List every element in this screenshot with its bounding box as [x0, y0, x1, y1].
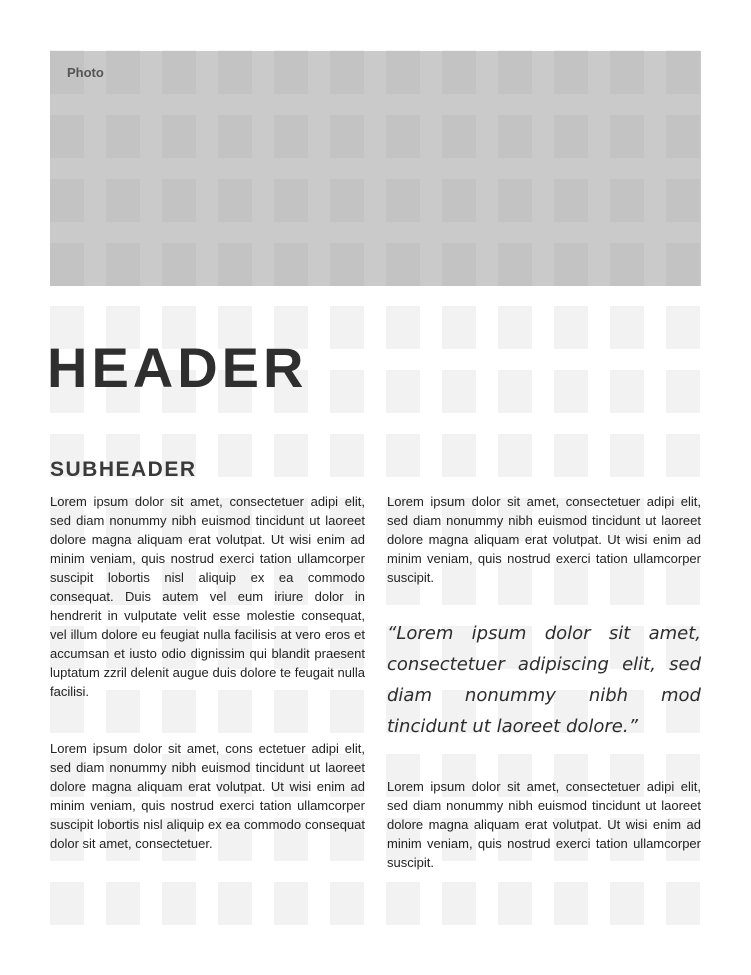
- grid-cell: [498, 306, 532, 349]
- photo-grid-cell: [106, 115, 140, 158]
- photo-grid-cell: [330, 51, 364, 94]
- grid-cell: [498, 370, 532, 413]
- grid-cell: [610, 306, 644, 349]
- photo-grid-cell: [442, 115, 476, 158]
- right-paragraph-1: Lorem ipsum dolor sit amet, consectetuer adipi elit, sed diam nonummy nibh euismod tincidunt ut laoreet dolore magna aliquam erat volutpat. Ut wisi enim ad minim veniam, quis nostrud exerci tation ullamcorper suscipit.: [387, 494, 701, 585]
- photo-grid-cell: [218, 115, 252, 158]
- photo-grid-cell: [554, 243, 588, 286]
- photo-grid-cell: [610, 243, 644, 286]
- photo-grid-cell: [50, 179, 84, 222]
- photo-grid-cell: [554, 51, 588, 94]
- grid-cell: [386, 882, 420, 925]
- photo-grid-cell: [386, 179, 420, 222]
- grid-cell: [554, 882, 588, 925]
- left-paragraph-2: Lorem ipsum dolor sit amet, cons ectetuer adipi elit, sed diam nonummy nibh euismod tincidunt ut laoreet dolore magna aliquam erat volutpat. Ut wisi enim ad minim veniam, quis nostrud exerci tation ullamcorper suscipit lobortis nisl aliquip ex ea commodo consequat dolor sit amet, consectetuer.: [50, 741, 365, 851]
- photo-grid-cell: [442, 179, 476, 222]
- photo-grid-cell: [386, 243, 420, 286]
- pull-quote: “Lorem ipsum dolor sit amet, consectetuer adipiscing elit, sed diam nonummy nibh mod tincidunt ut laoreet dolore.”: [387, 623, 701, 736]
- photo-grid-cell: [442, 51, 476, 94]
- photo-grid-cell: [386, 115, 420, 158]
- grid-cell: [330, 306, 364, 349]
- grid-cell: [498, 882, 532, 925]
- photo-placeholder: [50, 51, 701, 286]
- grid-cell: [330, 434, 364, 477]
- grid-cell: [666, 882, 700, 925]
- photo-grid-cell: [498, 51, 532, 94]
- photo-grid-cell: [498, 179, 532, 222]
- photo-label: Photo: [67, 65, 104, 80]
- left-paragraph-1: Lorem ipsum dolor sit amet, consectetuer adipi elit, sed diam nonummy nibh euismod tincidunt ut laoreet dolore magna aliquam erat volutpat. Ut wisi enim ad minim veniam, quis nostrud exerci tation ullamcorper suscipit lobortis nisl aliquip ex ea commodo consequat. Duis autem vel eum iriure dolor in hendrerit in vulputate velit esse molestie consequat, vel illum dolore eu feugiat nulla facilisis at vero eros et accumsan et iusto odio dignissim qui blandit praesent luptatum zzril delenit augue duis dolore te feugait nulla facilisi.: [50, 494, 365, 699]
- photo-grid-cell: [330, 243, 364, 286]
- grid-cell: [218, 434, 252, 477]
- grid-cell: [666, 370, 700, 413]
- photo-grid-cell: [162, 179, 196, 222]
- grid-cell: [386, 434, 420, 477]
- grid-cell: [330, 882, 364, 925]
- photo-grid-cell: [554, 115, 588, 158]
- photo-grid-cell: [610, 179, 644, 222]
- grid-cell: [386, 306, 420, 349]
- grid-cell: [498, 434, 532, 477]
- grid-cell: [610, 434, 644, 477]
- grid-cell: [554, 306, 588, 349]
- grid-cell: [50, 882, 84, 925]
- grid-cell: [442, 370, 476, 413]
- grid-cell: [442, 434, 476, 477]
- grid-cell: [218, 882, 252, 925]
- grid-cell: [274, 882, 308, 925]
- grid-cell: [162, 882, 196, 925]
- photo-grid-cell: [106, 243, 140, 286]
- photo-grid-cell: [50, 115, 84, 158]
- photo-grid-cell: [610, 51, 644, 94]
- grid-cell: [554, 370, 588, 413]
- photo-grid-cell: [666, 179, 700, 222]
- photo-grid-cell: [330, 115, 364, 158]
- photo-grid-cell: [162, 51, 196, 94]
- photo-grid-cell: [386, 51, 420, 94]
- grid-cell: [442, 306, 476, 349]
- grid-cell: [386, 370, 420, 413]
- photo-grid-cell: [106, 51, 140, 94]
- photo-grid-cell: [274, 51, 308, 94]
- photo-grid-cell: [498, 115, 532, 158]
- photo-grid-cell: [666, 51, 700, 94]
- grid-cell: [274, 434, 308, 477]
- photo-grid-cell: [554, 179, 588, 222]
- photo-grid-cell: [330, 179, 364, 222]
- photo-grid-cell: [274, 115, 308, 158]
- right-paragraph-2: Lorem ipsum dolor sit amet, consectetuer adipi elit, sed diam nonummy nibh euismod tincidunt ut laoreet dolore magna aliquam erat volutpat. Ut wisi enim ad minim veniam, quis nostrud exerci tation ullamcorper suscipit.: [387, 779, 701, 870]
- page-subheader: SUBHEADER: [50, 458, 197, 481]
- photo-grid-cell: [50, 243, 84, 286]
- photo-grid-cell: [218, 51, 252, 94]
- photo-grid-cell: [106, 179, 140, 222]
- photo-grid-cell: [666, 115, 700, 158]
- photo-grid-cell: [162, 115, 196, 158]
- grid-cell: [106, 882, 140, 925]
- grid-cell: [666, 434, 700, 477]
- photo-grid-cell: [274, 243, 308, 286]
- grid-cell: [610, 370, 644, 413]
- page-header: HEADER: [47, 336, 308, 399]
- photo-grid-cell: [218, 243, 252, 286]
- photo-grid-cell: [274, 179, 308, 222]
- photo-grid-cell: [442, 243, 476, 286]
- photo-grid-cell: [218, 179, 252, 222]
- grid-cell: [610, 882, 644, 925]
- grid-cell: [330, 370, 364, 413]
- grid-cell: [666, 306, 700, 349]
- photo-grid-cell: [162, 243, 196, 286]
- photo-grid-cell: [666, 243, 700, 286]
- photo-grid-cell: [610, 115, 644, 158]
- photo-grid-cell: [498, 243, 532, 286]
- grid-cell: [442, 882, 476, 925]
- grid-cell: [554, 434, 588, 477]
